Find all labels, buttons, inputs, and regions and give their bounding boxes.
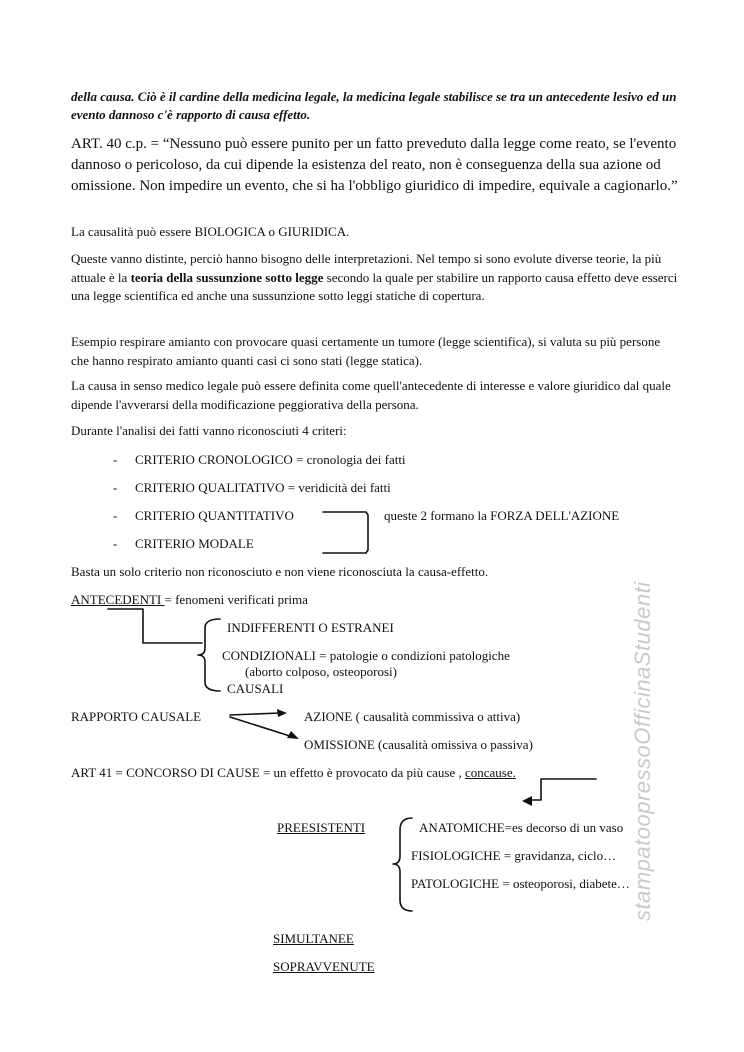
antecedente-item: CONDIZIONALI = patologie o condizioni patologiche bbox=[222, 648, 510, 663]
causalita-line: La causalità può essere BIOLOGICA o GIURIDICA. bbox=[71, 224, 350, 239]
preesistenti-brace bbox=[393, 818, 412, 911]
forza-note: queste 2 formano la FORZA DELL'AZIONE bbox=[384, 508, 620, 523]
omissione-arrow-line bbox=[230, 717, 293, 737]
watermark: stampatoopressoOfficinaStudenti bbox=[630, 581, 655, 921]
criterio-item: CRITERIO QUANTITATIVO bbox=[135, 508, 294, 523]
omissione-arrowhead bbox=[287, 731, 299, 739]
teorie-text: Queste vanno distinte, perciò hanno bisogno delle interpretazioni. Nel tempo si sono evolute diverse teorie, la più attuale è la bbox=[71, 251, 662, 285]
antecedente-item-note: (aborto colposo, osteoporosi) bbox=[245, 664, 398, 679]
definizione-paragraph: La causa in senso medico legale può essere definita come quell'antecedente di interesse e valore giuridico dal quale dipende l'avverarsi della modificazione peggiorativa della persona. bbox=[71, 378, 671, 412]
criteri-intro: Durante l'analisi dei fatti vanno riconosciuti 4 criteri: bbox=[71, 423, 347, 438]
bullet-dash: - bbox=[113, 480, 118, 495]
antecedenti-brace bbox=[198, 619, 220, 691]
omissione-item: OMISSIONE (causalità omissiva o passiva) bbox=[304, 737, 533, 752]
azione-arrowhead bbox=[277, 709, 287, 717]
criterio-item: CRITERIO CRONOLOGICO = cronologia dei fatti bbox=[135, 452, 406, 467]
concausa-item: FISIOLOGICHE = gravidanza, ciclo… bbox=[411, 848, 617, 863]
bullet-dash: - bbox=[113, 508, 118, 523]
antecedenti-heading: ANTECEDENTI bbox=[71, 592, 165, 607]
basta-line: Basta un solo criterio non riconosciuto e non viene riconosciuta la causa-effetto. bbox=[71, 564, 489, 579]
art41-text: ART 41 = CONCORSO DI CAUSE = un effetto è provocato da più cause , bbox=[71, 765, 465, 780]
article-40-quote: ART. 40 c.p. = “Nessuno può essere punito per un fatto preveduto dalla legge come reato, se l'evento dannoso o pericoloso, da cui dipende la esistenza del reato, non è conseguenza della sua azione od omissione. Non impedire un evento, che si ha l'obbligo giuridico di impedire, equivale a cagionarlo.” bbox=[71, 136, 678, 194]
antecedenti-definition: = fenomeni verificati prima bbox=[164, 592, 308, 607]
concause-connector bbox=[530, 779, 596, 800]
esempio-paragraph: Esempio respirare amianto con provocare quasi certamente un tumore (legge scientifica), si valuta su più persone che hanno respirato amianto quanti casi ci sono stati (legge statica). bbox=[71, 334, 661, 368]
antecedenti-connector bbox=[108, 609, 202, 643]
concause-word: concause. bbox=[464, 765, 516, 780]
concausa-item: PATOLOGICHE = osteoporosi, diabete… bbox=[411, 876, 630, 891]
preesistenti-heading: PREESISTENTI bbox=[277, 820, 366, 835]
concause-arrowhead bbox=[522, 796, 532, 806]
simultanee-heading: SIMULTANEE bbox=[273, 931, 354, 946]
concausa-item: ANATOMICHE=es decorso di un vaso bbox=[419, 820, 624, 835]
bullet-dash: - bbox=[113, 536, 118, 551]
rapporto-causale-label: RAPPORTO CAUSALE bbox=[71, 709, 202, 724]
forza-bracket bbox=[323, 512, 368, 553]
criterio-item: CRITERIO QUALITATIVO = veridicità dei fatti bbox=[135, 480, 391, 495]
antecedente-item: INDIFFERENTI O ESTRANEI bbox=[227, 620, 394, 635]
teorie-text-end: secondo la quale per stabilire un rapporto causa effetto deve esserci una legge scientifica ed anche una sussunzione sotto leggi statiche di copertura. bbox=[71, 269, 678, 303]
intro-paragraph: della causa. Ciò è il cardine della medicina legale, la medicina legale stabilisce se tra un antecedente lesivo ed un evento dannoso c'è rapporto di causa effetto. bbox=[71, 89, 677, 122]
bullet-dash: - bbox=[113, 452, 118, 467]
azione-item: AZIONE ( causalità commissiva o attiva) bbox=[304, 709, 521, 724]
criterio-item: CRITERIO MODALE bbox=[135, 536, 254, 551]
teorie-bold: teoria della sussunzione sotto legge bbox=[130, 269, 324, 285]
azione-arrow-line bbox=[230, 713, 280, 715]
sopravvenute-heading: SOPRAVVENUTE bbox=[273, 959, 375, 974]
antecedente-item: CAUSALI bbox=[227, 681, 284, 696]
